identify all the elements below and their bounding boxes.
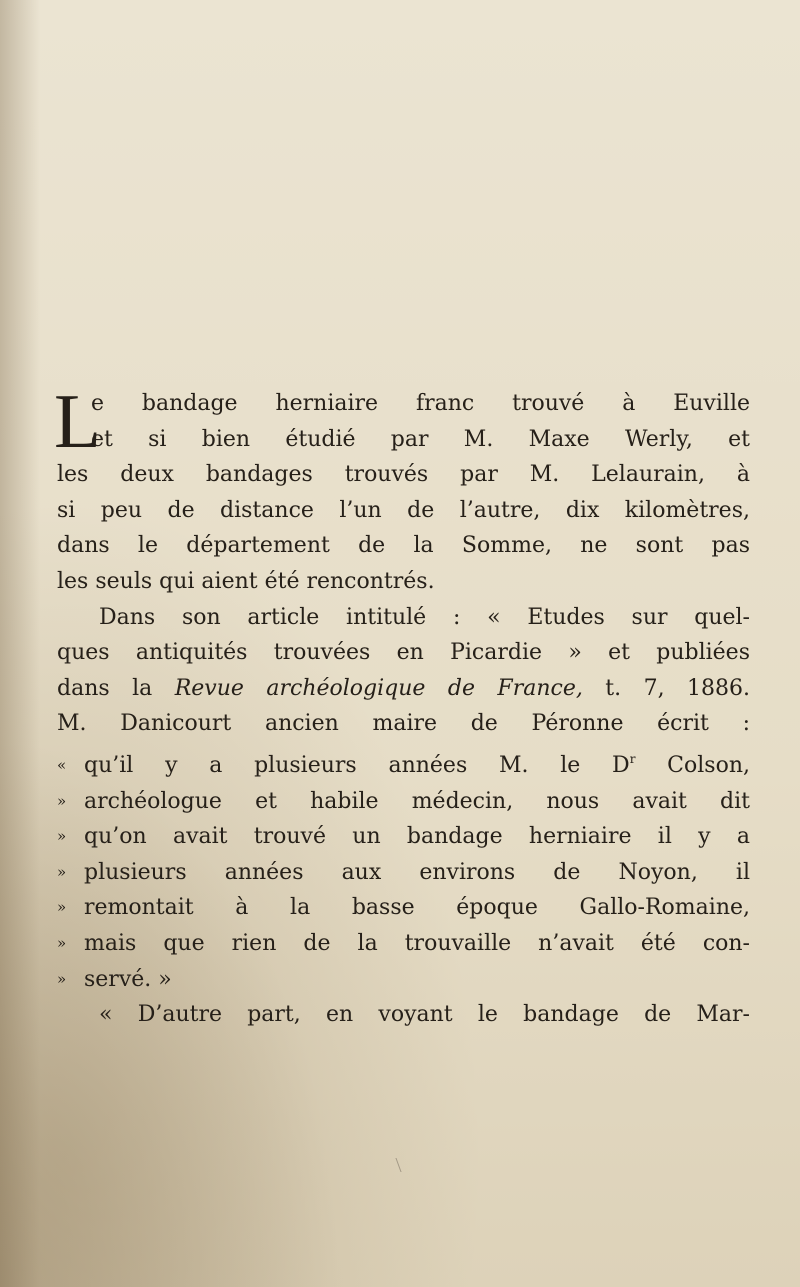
text-fragment: dans la (57, 675, 175, 701)
text-fragment: remontait à la basse époque Gallo-Romaine, (84, 895, 750, 921)
quote-line (57, 784, 750, 820)
journal-title: Revue archéologique de France, (174, 675, 583, 701)
quote-mark: » (57, 933, 67, 952)
text-line: si peu de distance l’un de l’autre, dix kilomètres, (57, 497, 750, 523)
quote-mark: » (57, 827, 67, 846)
text-fragment: mais que rien de la trouvaille n’avait été con- (84, 930, 750, 956)
text-fragment: archéologue et habile médecin, nous avait dit (84, 788, 750, 814)
text-line: et si bien étudié par M. Maxe Werly, et (91, 426, 750, 452)
text-fragment: servé. » (84, 966, 172, 992)
text-fragment: qu’on avait trouvé un bandage herniaire il y a (84, 824, 750, 850)
text-fragment: t. 7, 1886. (582, 675, 750, 701)
drop-cap: L (54, 378, 102, 464)
quote-mark: » (57, 898, 67, 917)
quote-mark: » (57, 969, 67, 988)
text-line: dans le département de la Somme, ne sont pas (57, 533, 750, 559)
text-fragment: qu’il y a plusieurs années M. le D (84, 752, 630, 778)
quote-line (57, 819, 750, 855)
quote-line (57, 742, 750, 784)
binding-shadow (0, 0, 40, 1287)
pencil-mark (395, 1158, 404, 1172)
text-line: « D’autre part, en voyant le bandage de Mar- (99, 1002, 750, 1028)
quote-mark: « (57, 755, 67, 774)
text-line: M. Danicourt ancien maire de Péronne écrit : (57, 711, 750, 737)
text-fragment: plusieurs années aux environs de Noyon, il (84, 859, 750, 885)
text-line (57, 671, 750, 707)
quote-mark: » (57, 862, 67, 881)
text-line: ques antiquités trouvées en Picardie » et publiées (57, 640, 750, 666)
quote-line (57, 962, 750, 998)
text-line: les seuls qui aient été rencontrés. (57, 568, 435, 594)
text-line: les deux bandages trouvés par M. Lelaurain, à (57, 462, 750, 488)
superscript: r (629, 751, 636, 766)
text-line: Dans son article intitulé : « Etudes sur quel- (99, 604, 750, 630)
quote-line (57, 926, 750, 962)
text-fragment: Colson, (635, 752, 750, 778)
text-line: e bandage herniaire franc trouvé à Euville (91, 391, 750, 416)
text-body (54, 378, 750, 1033)
quote-mark: » (57, 791, 67, 810)
quote-line (57, 890, 750, 926)
quote-line (57, 855, 750, 891)
